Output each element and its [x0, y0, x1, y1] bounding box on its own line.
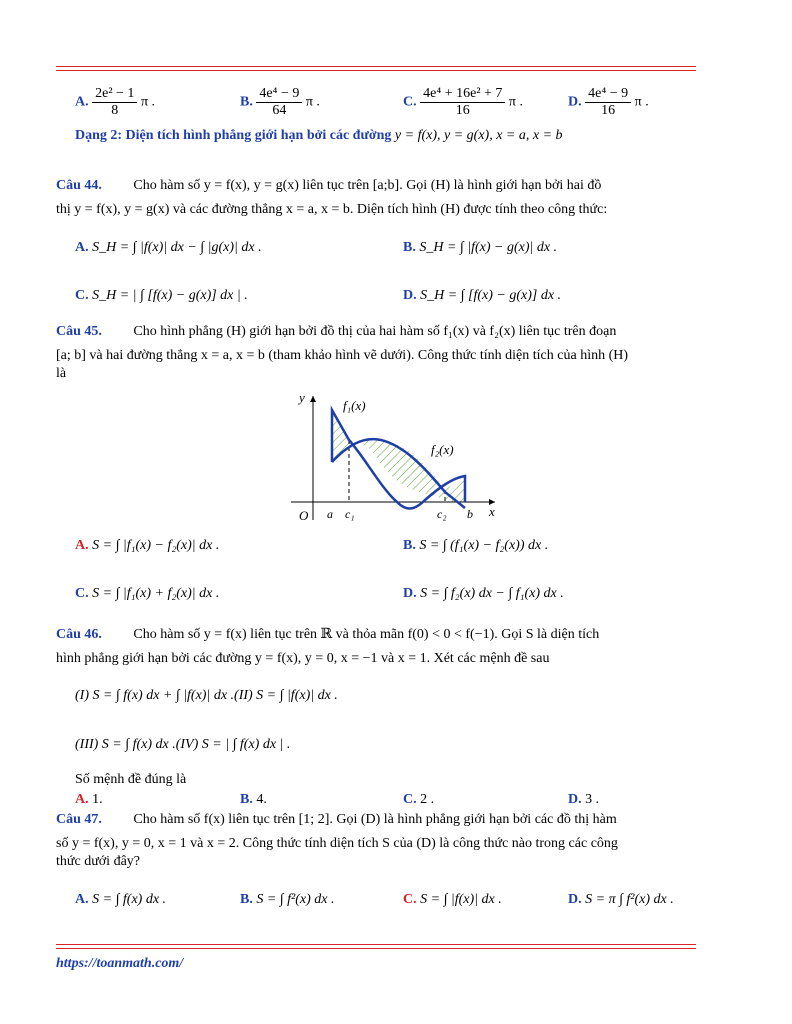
q44-option-d: D. S_H = ∫ [f(x) − g(x)] dx .	[403, 288, 562, 303]
q47-option-b: B. S = ∫ f²(x) dx .	[240, 892, 335, 907]
f1-label: f₁(x)	[343, 398, 366, 413]
q45-option-d: D. S = ∫ f₂(x) dx − ∫ f₁(x) dx .	[403, 586, 564, 601]
header-rule-bottom	[56, 70, 696, 71]
question-45: Câu 45. Cho hình phẳng (H) giới hạn bởi đồ thị của hai hàm số f₁(x) và f₂(x) liên tục trên đoạn [a; b] và hai đường thẳng x = a, x = b (tham khảo hình vẽ dưới). Công thức tính diện tích của hình (H) là	[56, 324, 629, 381]
q47-option-d: D. S = π ∫ f²(x) dx .	[568, 892, 674, 907]
a-label: a	[327, 507, 333, 521]
q45-graph	[285, 388, 505, 528]
q44-option-b: B. S_H = ∫ |f(x) − g(x)| dx .	[403, 240, 558, 255]
q45-option-a: A. S = ∫ |f₁(x) − f₂(x)| dx .	[75, 538, 220, 553]
section-title: Dạng 2: Diện tích hình phẳng giới hạn bởi các đường y = f(x), y = g(x), x = a, x = b	[75, 128, 563, 143]
c1-label: c₁	[345, 507, 355, 521]
question-47: Câu 47. Cho hàm số f(x) liên tục trên [1; 2]. Gọi (D) là hình phẳng giới hạn bởi các đồ thị hàm số y = f(x), y = 0, x = 1 và x = 2. Công thức tính diện tích S của (D) là công thức nào trong các công thức dưới đây?	[56, 812, 618, 869]
y-axis-arrow	[310, 396, 316, 402]
q45-option-c: C. S = ∫ |f₁(x) + f₂(x)| dx .	[75, 586, 220, 601]
question-46: Câu 46. Cho hàm số y = f(x) liên tục trên ℝ và thỏa mãn f(0) < 0 < f(−1). Gọi S là diện tích hình phẳng giới hạn bởi các đường y = f(x), y = 0, x = −1 và x = 1. Xét các mệnh đề sau	[56, 627, 600, 666]
prev-option-b: B. $\frac{\text{4e⁴ − 9}}{64}$ π .	[240, 86, 320, 118]
q46-option-b: B. 4.	[240, 792, 267, 807]
q46-option-c: C. 2 .	[403, 792, 435, 807]
footer-rule-top	[56, 944, 696, 945]
origin-label: O	[299, 508, 309, 523]
q46-statement-iii-iv: (III) S = ∫ f(x) dx .(IV) S = | ∫ f(x) dx | .	[75, 737, 291, 752]
prev-option-d: D. $\frac{\text{4e⁴ − 9}}{16}$ π .	[568, 86, 649, 118]
question-44: Câu 44. Cho hàm số y = f(x), y = g(x) liên tục trên [a;b]. Gọi (H) là hình giới hạn bởi hai đồ thị y = f(x), y = g(x) và các đường thẳng x = a, x = b. Diện tích hình (H) được tính theo công thức:	[56, 178, 608, 217]
f2-label: f₂(x)	[431, 442, 454, 457]
q47-option-a: A. S = ∫ f(x) dx .	[75, 892, 167, 907]
prev-option-a: A. $\frac{\text{2e² − 1}}{8}$ π .	[75, 86, 156, 118]
header-rule-top	[56, 66, 696, 67]
b-label: b	[467, 507, 473, 521]
x-axis-label: x	[489, 504, 495, 519]
q46-statement-i-ii: (I) S = ∫ f(x) dx + ∫ |f(x)| dx .(II) S = ∫ |f(x)| dx .	[75, 688, 338, 703]
prev-option-c: C. $\frac{\text{4e⁴ + 16e² + 7}}{16}$ π .	[403, 86, 523, 118]
footer-link[interactable]: https://toanmath.com/	[56, 956, 184, 971]
q44-option-a: A. S_H = ∫ |f(x)| dx − ∫ |g(x)| dx .	[75, 240, 262, 255]
q45-option-b: B. S = ∫ (f₁(x) − f₂(x)) dx .	[403, 538, 549, 553]
q44-option-c: C. S_H = | ∫ [f(x) − g(x)] dx | .	[75, 288, 248, 303]
q46-prompt: Số mệnh đề đúng là	[75, 772, 187, 787]
c2-label: c₂	[437, 507, 447, 521]
q46-option-a: A. 1.	[75, 792, 103, 807]
q47-option-c: C. S = ∫ |f(x)| dx .	[403, 892, 502, 907]
footer-rule-bottom	[56, 948, 696, 949]
y-axis-label: y	[299, 390, 305, 405]
q46-option-d: D. 3 .	[568, 792, 600, 807]
